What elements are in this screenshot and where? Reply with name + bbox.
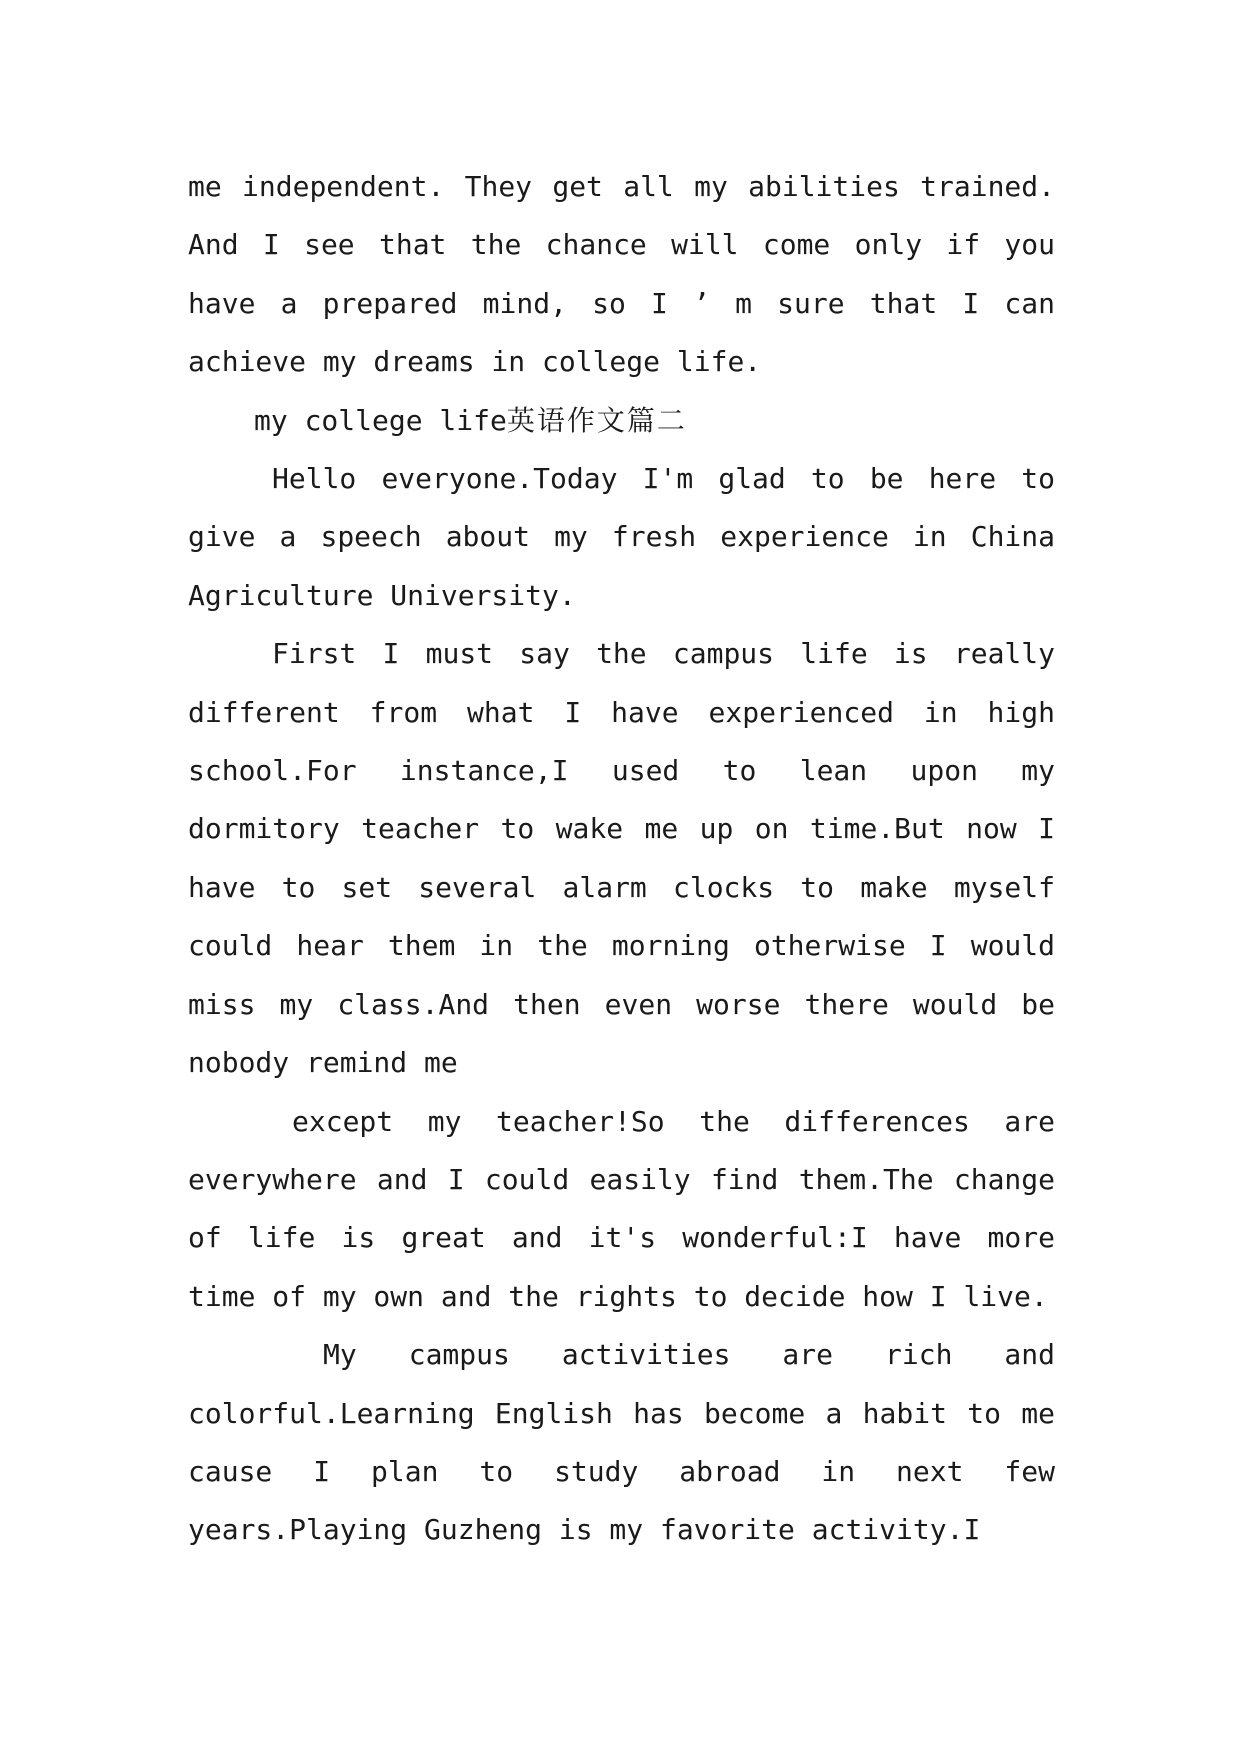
- paragraph-campus-life: First I must say the campus life is really different from what I have experienced in high school.For instance,I used to lean upon my dormitory teacher to wake me up on time.But now I have to set several alarm clocks to make myself could hear them in the morning otherwise I would miss my class.And then even worse there would be nobody remind me: [188, 637, 1055, 1080]
- paragraph-differences: except my teacher!So the differences are everywhere and I could easily find them.The change of life is great and it's wonderful:I have more time of my own and the rights to decide how I live.: [188, 1104, 1055, 1313]
- paragraph-independence: me independent. They get all my abilities trained. And I see that the chance will come only if you have a prepared mind, so I ’ m sure that I can achieve my dreams in college life.: [188, 170, 1055, 379]
- heading-english: my college life: [254, 403, 507, 437]
- heading-chinese: 英语作文篇二: [506, 403, 687, 437]
- paragraph-activities: My campus activities are rich and colorful.Learning English has become a habit to me cause I plan to study abroad in next few years.Playing Guzheng is my favorite activity.I: [188, 1338, 1055, 1547]
- document-page: [188, 158, 1055, 1560]
- paragraph-greeting: Hello everyone.Today I'm glad to be here to give a speech about my fresh experience in China Agriculture University.: [188, 462, 1055, 612]
- section-heading: [188, 392, 1055, 450]
